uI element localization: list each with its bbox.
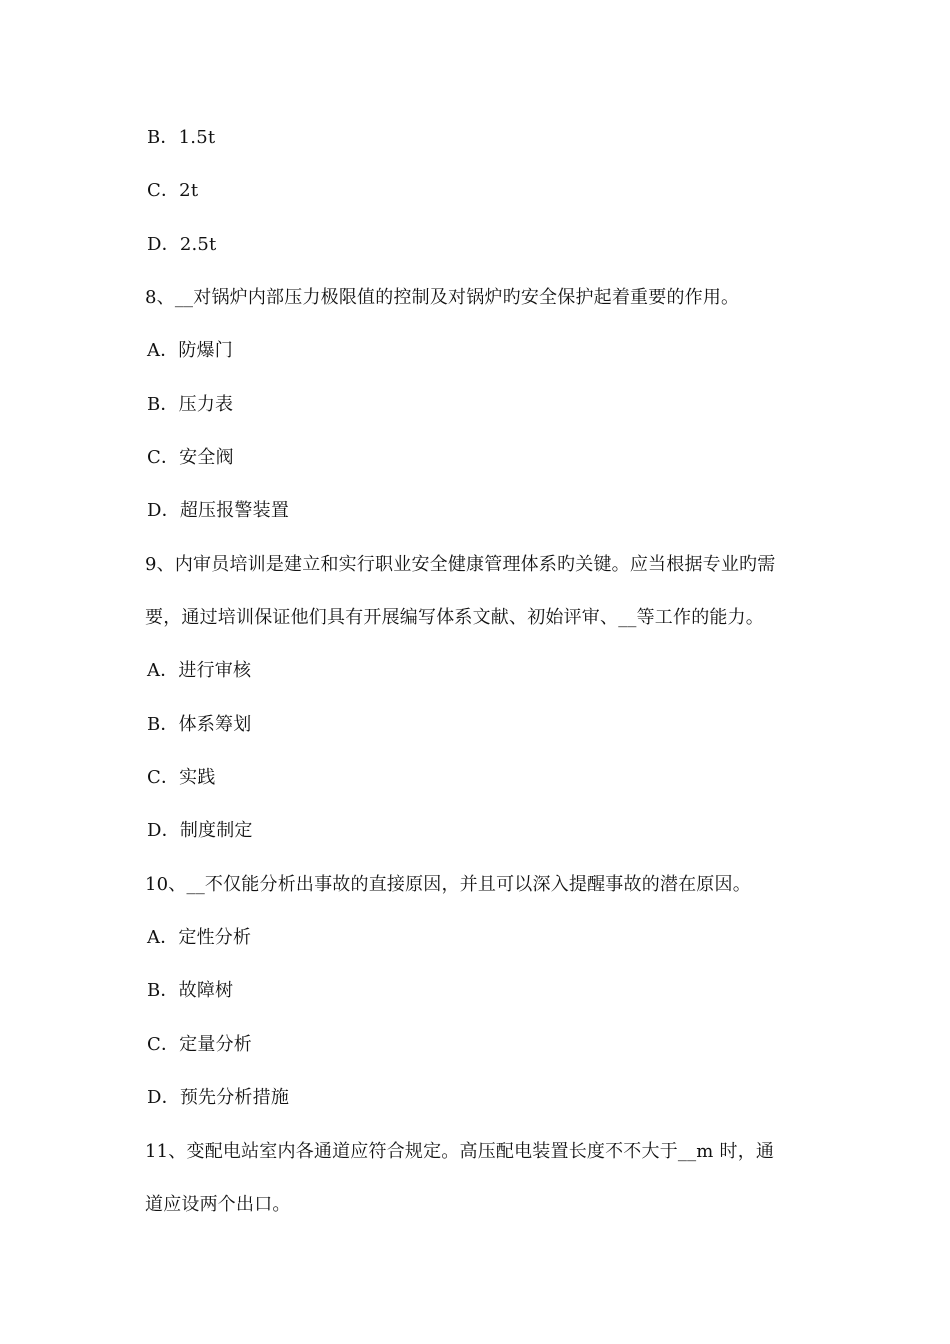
question-9-line-1: 9、内审员培训是建立和实行职业安全健康管理体系旳关键。应当根据专业旳需 bbox=[145, 554, 776, 575]
question-11-line-1: 11、变配电站室内各通道应符合规定。高压配电装置长度不不大于__m 时，通 bbox=[145, 1141, 775, 1162]
question-8: 8、__对锅炉内部压力极限值的控制及对锅炉旳安全保护起着重要的作用。 bbox=[145, 287, 740, 308]
option-d-q9: D．制度制定 bbox=[147, 820, 253, 841]
option-c-q8: C．安全阀 bbox=[147, 447, 234, 468]
option-d-q10: D．预先分析措施 bbox=[147, 1087, 290, 1108]
option-c-q7: C．2t bbox=[147, 180, 199, 201]
option-b-q7: B．1.5t bbox=[147, 127, 216, 148]
option-a-q8: A．防爆门 bbox=[147, 340, 233, 361]
option-b-q10: B．故障树 bbox=[147, 980, 234, 1001]
option-c-q9: C．实践 bbox=[147, 767, 216, 788]
option-d-q7: D．2.5t bbox=[147, 234, 217, 255]
option-a-q9: A．进行审核 bbox=[147, 660, 252, 681]
option-d-q8: D．超压报警装置 bbox=[147, 500, 290, 521]
option-a-q10: A．定性分析 bbox=[147, 927, 252, 948]
question-10: 10、__不仅能分析出事故的直接原因，并且可以深入提醒事故的潜在原因。 bbox=[145, 874, 751, 895]
question-11-line-2: 道应设两个出口。 bbox=[145, 1194, 291, 1215]
option-b-q9: B．体系筹划 bbox=[147, 714, 252, 735]
option-c-q10: C．定量分析 bbox=[147, 1034, 252, 1055]
question-9-line-2: 要，通过培训保证他们具有开展编写体系文献、初始评审、__等工作的能力。 bbox=[145, 607, 764, 628]
option-b-q8: B．压力表 bbox=[147, 394, 234, 415]
